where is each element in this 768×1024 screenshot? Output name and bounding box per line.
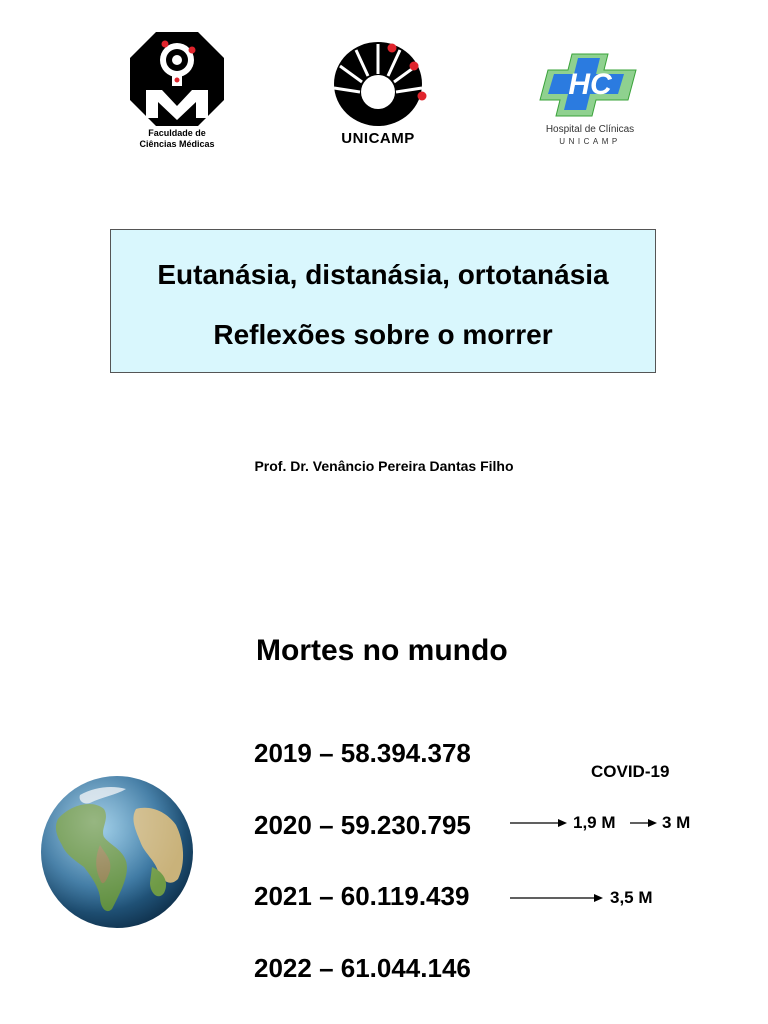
- arrow-right-icon: [510, 892, 604, 904]
- title-box: [110, 229, 656, 373]
- author: Prof. Dr. Venâncio Pereira Dantas Filho: [254, 458, 514, 474]
- arrow-right-icon: [630, 817, 658, 829]
- title-line-2: Reflexões sobre o morrer: [213, 319, 553, 350]
- fcm-caption-line2: Ciências Médicas: [139, 139, 215, 149]
- fcm-emblem-icon: [128, 30, 226, 126]
- arrow-right-icon: [510, 817, 568, 829]
- fcm-caption-line1: Faculdade de: [148, 128, 206, 138]
- hc-emblem-icon: [538, 50, 642, 120]
- unicamp-emblem-icon: [326, 40, 430, 128]
- globe-image: [40, 775, 194, 929]
- covid-label: COVID-19: [591, 762, 670, 781]
- unicamp-logo: [326, 40, 430, 148]
- note-2020-b: 3 M: [662, 813, 691, 832]
- hc-caption-line2: UNICAMP: [559, 137, 621, 146]
- year-row-2021: 2021 – 60.119.439: [254, 881, 470, 911]
- section-heading: Mortes no mundo: [256, 634, 508, 667]
- hc-caption-line1: Hospital de Clínicas: [545, 124, 635, 135]
- unicamp-wordmark: UNICAMP: [341, 130, 415, 147]
- fcm-logo: [128, 30, 226, 152]
- note-2021: 3,5 M: [610, 888, 653, 907]
- hc-badge-text: HC: [568, 68, 612, 101]
- hc-logo: [538, 50, 642, 150]
- year-row-2020: 2020 – 59.230.795: [254, 810, 471, 840]
- year-row-2019: 2019 – 58.394.378: [254, 738, 471, 768]
- title-line-1: Eutanásia, distanásia, ortotanásia: [157, 259, 609, 290]
- note-2020-a: 1,9 M: [573, 813, 616, 832]
- year-row-2022: 2022 – 61.044.146: [254, 953, 471, 983]
